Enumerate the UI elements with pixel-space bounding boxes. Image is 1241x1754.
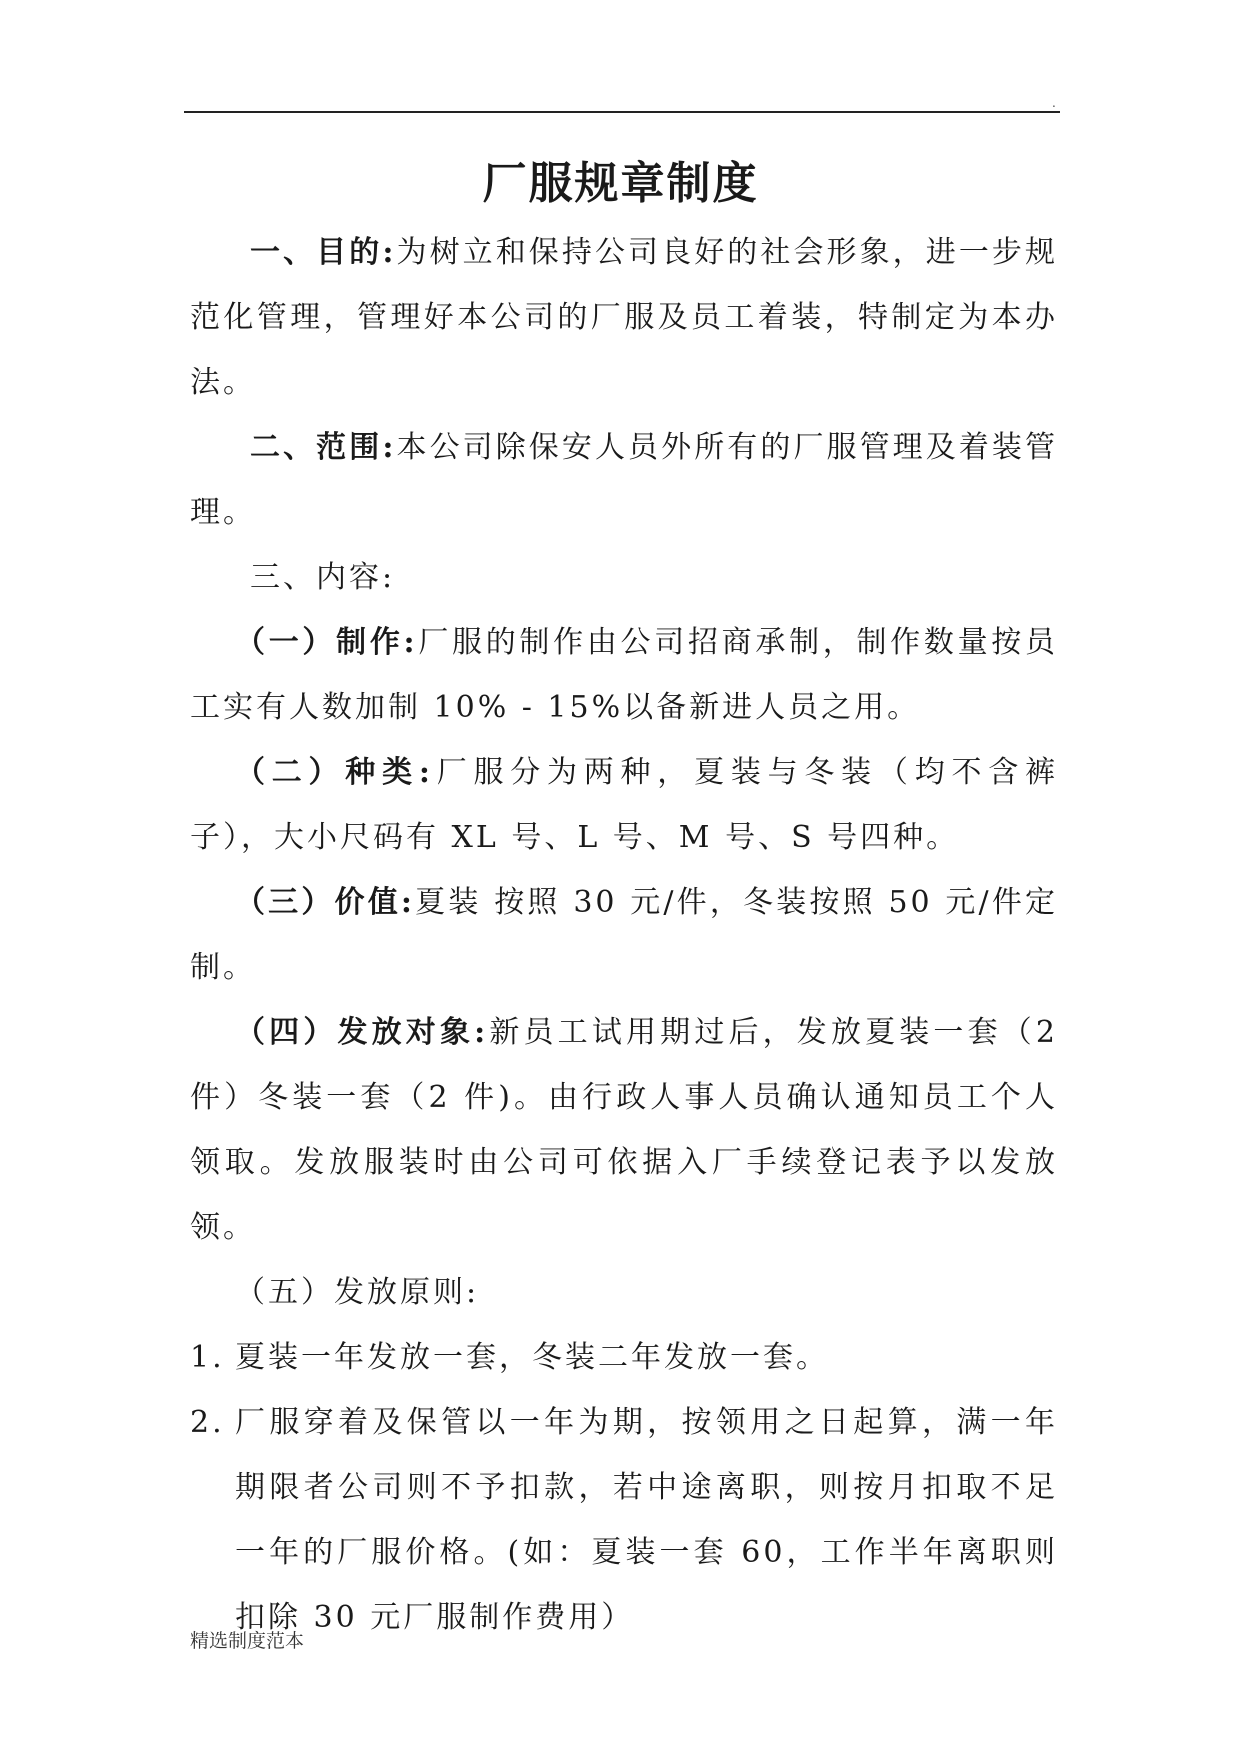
item-recipients bbox=[190, 1000, 1058, 1260]
list-item-number: 1. bbox=[190, 1340, 225, 1375]
list-item-text: 夏装一年发放一套，冬装二年发放一套。 bbox=[235, 1340, 829, 1375]
item-principles: （五）发放原则: bbox=[235, 1275, 480, 1310]
item-types bbox=[190, 740, 1058, 870]
item-types-text: 厂服分为两种，夏装与冬装（均不含裤子），大小尺码有 XL 号、L 号、M 号、S 号四种。 bbox=[190, 755, 1058, 855]
section-purpose-text: 为树立和保持公司良好的社会形象，进一步规范化管理，管理好本公司的厂服及员工着装，特制定为本办法。 bbox=[190, 235, 1059, 400]
item-recipients-text: 新员工试用期过后，发放夏装一套（2 件）冬装一套（2 件)。由行政人事人员确认通知员工个人领取。发放服装时由公司可依据入厂手续登记表予以发放领。 bbox=[190, 1015, 1059, 1245]
item-recipients-label: （四）发放对象: bbox=[235, 1015, 489, 1050]
section-purpose bbox=[190, 220, 1058, 415]
footer-note: 精选制度范本 bbox=[190, 1630, 305, 1652]
item-types-label: （二）种类: bbox=[235, 755, 433, 790]
document-title: 厂服规章制度 bbox=[482, 158, 759, 209]
section-scope-label: 二、范围: bbox=[250, 430, 397, 465]
item-production-label: （一）制作: bbox=[235, 625, 418, 660]
section-purpose-label: 一、目的: bbox=[250, 235, 397, 270]
item-production-text: 厂服的制作由公司招商承制，制作数量按员工实有人数加制 10% - 15%以备新进人员之用。 bbox=[190, 625, 1059, 725]
list-item-text: 厂服穿着及保管以一年为期，按领用之日起算，满一年期限者公司则不予扣款，若中途离职，则按月扣取不足一年的厂服价格。(如：夏装一套 60，工作半年离职则扣除 30 元厂服制作费用） bbox=[235, 1405, 1058, 1635]
list-item bbox=[190, 1325, 1058, 1390]
item-value bbox=[190, 870, 1058, 1000]
item-value-label: （三）价值: bbox=[235, 885, 415, 920]
item-production bbox=[190, 610, 1058, 740]
document-body bbox=[190, 220, 1058, 1650]
section-content-heading: 三、内容: bbox=[250, 560, 396, 595]
list-item-number: 2. bbox=[190, 1405, 225, 1440]
header-rule bbox=[184, 111, 1060, 113]
section-scope bbox=[190, 415, 1058, 545]
list-item bbox=[190, 1390, 1058, 1650]
section-scope-text: 本公司除保安人员外所有的厂服管理及着装管理。 bbox=[190, 430, 1059, 530]
rules-list bbox=[190, 1325, 1058, 1650]
header-dot: . bbox=[1052, 96, 1056, 110]
item-value-text: 夏装 按照 30 元/件，冬装按照 50 元/件定制。 bbox=[190, 885, 1059, 985]
